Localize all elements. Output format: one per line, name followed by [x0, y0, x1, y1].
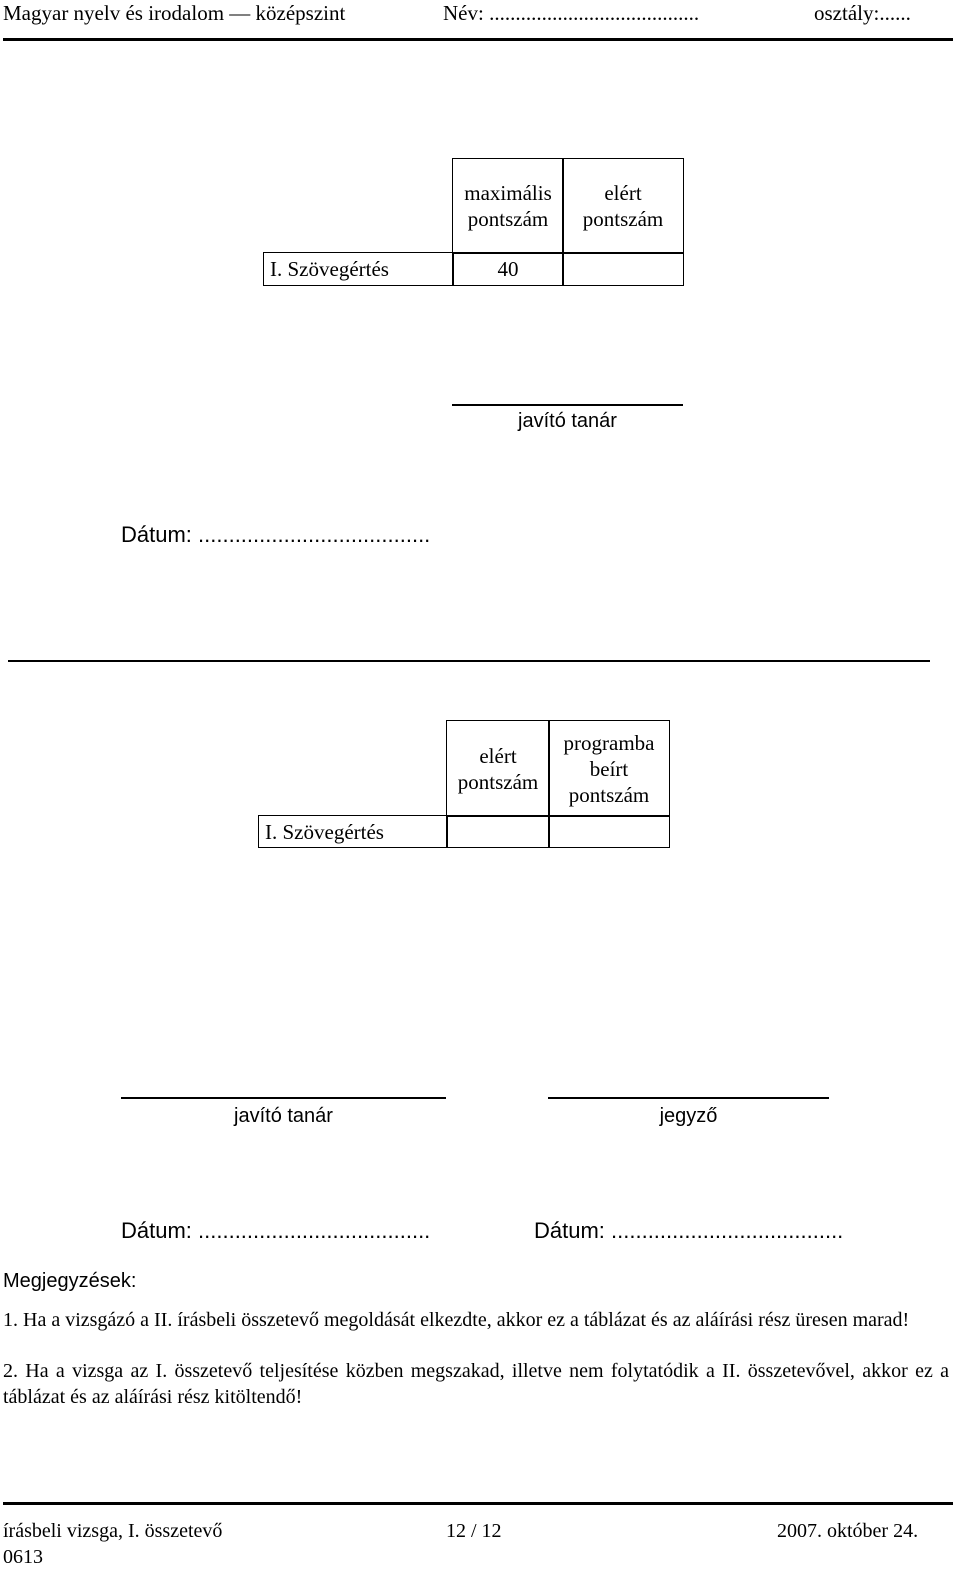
footer-exam-type: írásbeli vizsga, I. összetevő [3, 1520, 223, 1542]
table1-row-achieved-field[interactable] [562, 252, 684, 286]
signature-line-teacher[interactable] [121, 1097, 446, 1099]
note-2: 2. Ha a vizsga az I. összetevő teljesítése közben megszakad, illetve nem folytatódik a II. összetevővel, akkor ez a táblázat és az aláírási rész kitöltendő! [3, 1360, 949, 1408]
table2-row-label [258, 815, 448, 848]
table1-header-achieved-text: elért pontszám [582, 181, 664, 231]
date-field-registrar[interactable]: Dátum: ...................................... [534, 1218, 844, 1243]
table1-row-max [452, 252, 564, 286]
signature-label-teacher: javító tanár [234, 1105, 333, 1127]
date-field-1[interactable]: Dátum: ...................................... [121, 522, 431, 547]
table1-row-label-text: I. Szövegértés [270, 257, 389, 281]
header-subject: Magyar nyelv és irodalom — középszint [3, 1, 346, 25]
date-field-teacher[interactable]: Dátum: ...................................... [121, 1218, 431, 1243]
table1-row-max-text: 40 [497, 257, 519, 281]
header-rule [3, 38, 953, 41]
header-name-field: Név: ........................................ [443, 1, 700, 25]
header-class-field: osztály:...... [814, 1, 911, 25]
signature-label-1: javító tanár [518, 410, 617, 432]
signature-line-1[interactable] [452, 404, 683, 406]
table2-row-achieved-field[interactable] [446, 815, 550, 848]
note-1: 1. Ha a vizsgázó a II. írásbeli összetevő megoldását elkezdte, akkor ez a táblázat és az aláírási rész üresen marad! [3, 1309, 910, 1331]
signature-line-registrar[interactable] [548, 1097, 829, 1099]
table2-header-achieved [446, 720, 550, 817]
section-separator [8, 660, 930, 662]
footer-code: 0613 [3, 1546, 43, 1568]
footer-page-number: 12 / 12 [446, 1520, 502, 1542]
table1-header-max [452, 158, 564, 254]
table2-row-label-text: I. Szövegértés [265, 819, 384, 844]
table1-header-max-text: maximális pontszám [464, 181, 552, 231]
table2-header-entered [548, 720, 670, 817]
footer-rule [3, 1502, 953, 1505]
table2-header-entered-text: programba beírt pontszám [563, 730, 655, 807]
table1-header-achieved [562, 158, 684, 254]
table2-header-achieved-text: elért pontszám [457, 743, 539, 794]
signature-label-registrar: jegyző [659, 1105, 718, 1127]
footer-date: 2007. október 24. [777, 1520, 919, 1542]
table2-row-entered-field[interactable] [548, 815, 670, 848]
notes-title: Megjegyzések: [3, 1270, 137, 1292]
table1-row-label [263, 252, 454, 286]
